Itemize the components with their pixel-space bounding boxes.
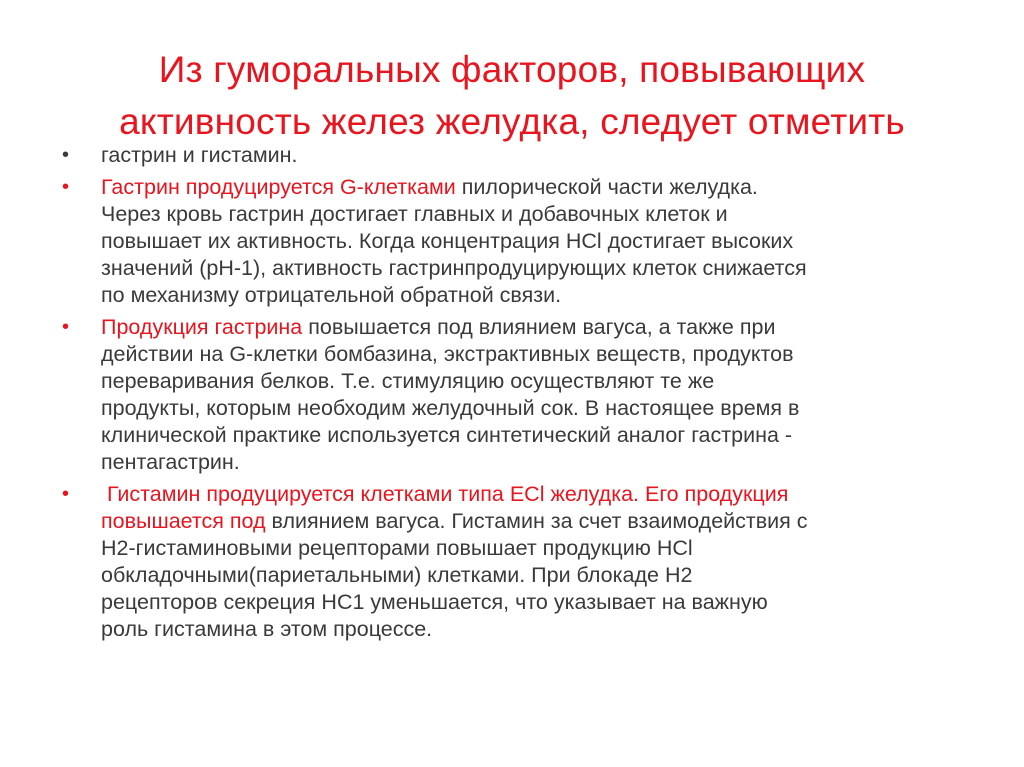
bullet-text: влиянием вагуса. Гистамин за счет взаимодействия с (265, 509, 808, 533)
bullet-text-line (101, 174, 982, 201)
bullet-dot-icon: • (62, 483, 70, 505)
bullet-text-line: Н2-гистаминовыми рецепторами повышает продукцию HCl (101, 536, 693, 560)
bullet-text-line: обкладочными(париетальными) клетками. При блокаде Н2 (101, 563, 693, 587)
bullet-text-line: роль гистамина в этом процессе. (101, 617, 433, 641)
bullet-text-line: Через кровь гастрин достигает главных и добавочных клеток и (101, 202, 728, 226)
bullet-item-gastrin-histamine (62, 142, 982, 169)
bullet-dot-icon: • (62, 316, 70, 338)
bullet-text-line: гастрин и гистамин. (101, 143, 298, 167)
bullet-text: пилорической части желудка. (455, 175, 758, 199)
bullet-text-line: пентагастрин. (101, 450, 240, 474)
highlighted-text: Гистамин продуцируется клетками типа ECl желудка. Его продукция (101, 482, 789, 506)
bullet-text-line: продукты, которым необходим желудочный сок. В настоящее время в (101, 396, 800, 420)
bullet-text-line: рецепторов секреция НС1 уменьшается, что указывает на важную (101, 590, 768, 614)
bullet-text-line: по механизму отрицательной обратной связи. (101, 283, 562, 307)
highlighted-text: Гастрин продуцируется G-клетками (101, 175, 456, 199)
bullet-text-line: переваривания белков. Т.е. стимуляцию осуществляют те же (101, 369, 715, 393)
slide-title (60, 44, 964, 148)
bullet-text-line (101, 508, 982, 535)
bullet-text-line (101, 314, 982, 341)
bullet-text-line: действии на G-клетки бомбазина, экстрактивных веществ, продуктов (101, 342, 794, 366)
bullet-item-gastrin-production (62, 174, 982, 309)
bullet-text-line: повышает их активность. Когда концентрация HCl достигает высоких (101, 229, 794, 253)
bullet-item-gastrin-stimulation (62, 314, 982, 476)
slide-title-line-1: Из гуморальных факторов, повывающих (158, 49, 866, 90)
bullet-text-line: клинической практике используется синтетический аналог гастрина - (101, 423, 793, 447)
highlighted-text: повышается под (101, 509, 266, 533)
slide-title-line-2: активность желез желудка, следует отметить (119, 101, 905, 142)
bullet-dot-icon: • (62, 176, 70, 198)
bullet-list (62, 142, 982, 648)
bullet-text: повышается под влиянием вагуса, а также при (302, 315, 776, 339)
highlighted-text: Продукция гастрина (101, 315, 303, 339)
bullet-dot-icon: • (62, 144, 70, 166)
bullet-text-line: значений (рН-1), активность гастринпродуцирующих клеток снижается (101, 256, 807, 280)
bullet-item-histamine (62, 481, 982, 643)
